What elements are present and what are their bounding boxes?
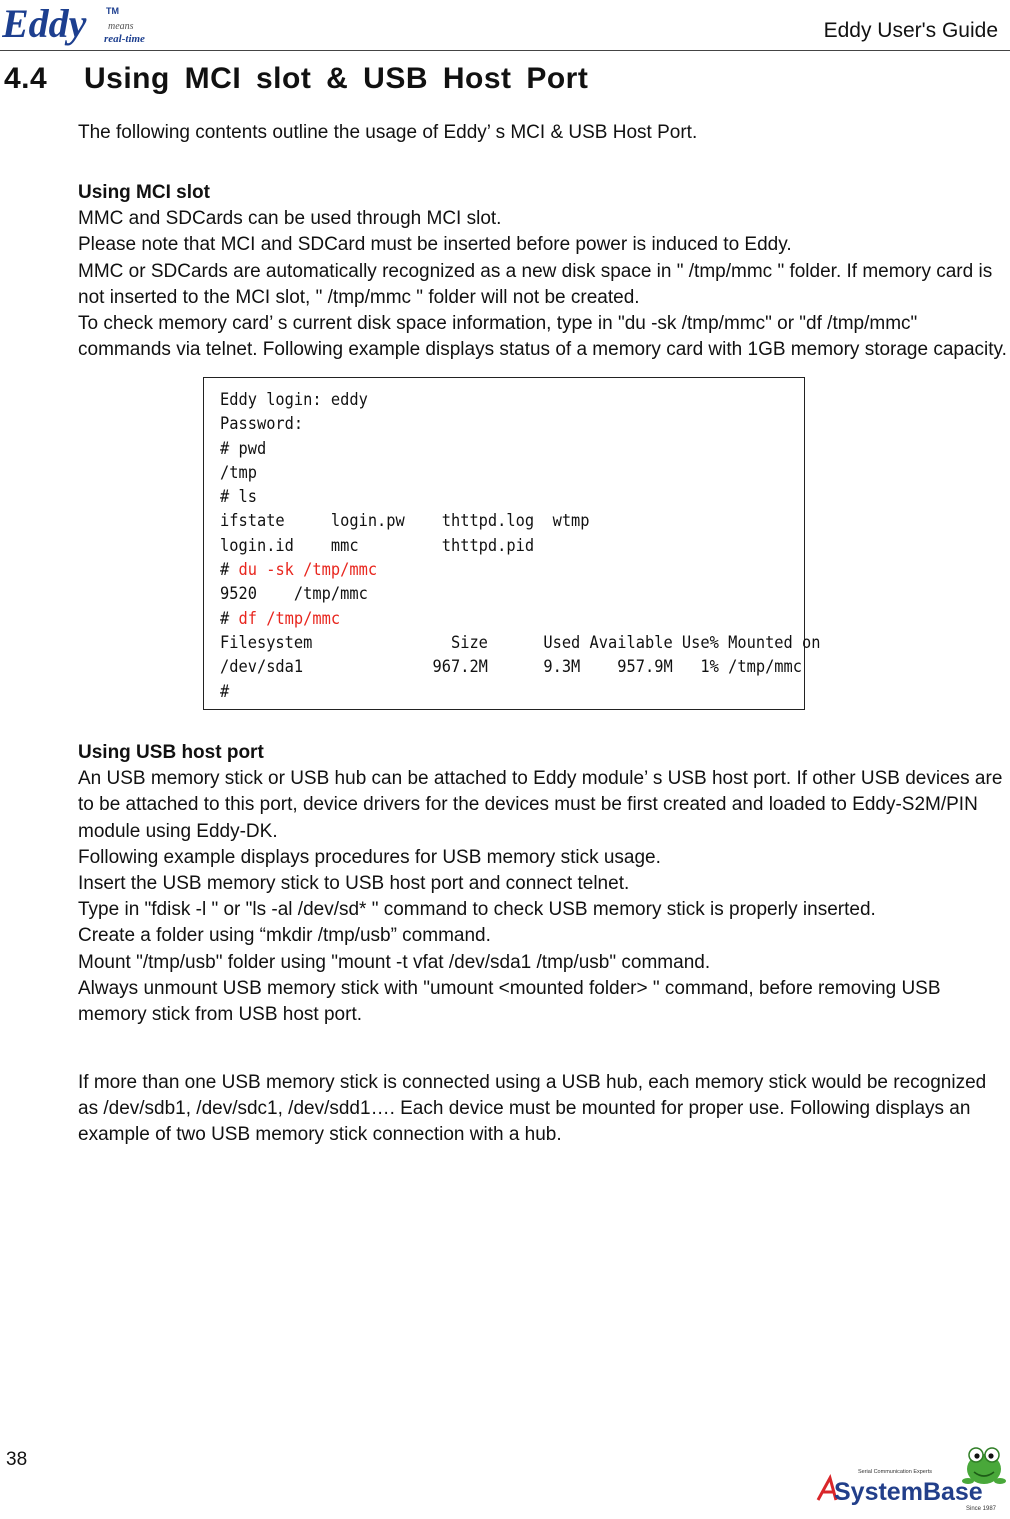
logo-wordmark: Eddy <box>2 2 87 46</box>
systembase-logo <box>816 1442 1010 1514</box>
usb-section <box>78 740 1010 1028</box>
mci-line: MMC and SDCards can be used through MCI slot. <box>78 208 502 230</box>
page-header <box>0 0 1010 52</box>
section-number: 4.4 <box>4 62 48 95</box>
logo-tagline-means: means <box>108 21 134 32</box>
systembase-wordmark: SystemBase <box>834 1478 983 1506</box>
header-divider <box>0 50 1010 51</box>
systembase-since: Since 1987 <box>966 1506 997 1512</box>
terminal-ls-row: ifstate login.pw thttpd.log wtmp <box>220 511 590 531</box>
terminal-prompt: # <box>220 560 239 580</box>
usb-hub-paragraph <box>78 1070 1010 1149</box>
systembase-tagline: Serial Communication Experts <box>858 1469 932 1475</box>
mci-line: Please note that MCI and SDCard must be inserted before power is induced to Eddy. <box>78 234 792 256</box>
usb-line: Create a folder using “mkdir /tmp/usb” command. <box>78 925 491 947</box>
page-number: 38 <box>6 1449 28 1470</box>
mci-heading: Using MCI slot <box>78 182 210 203</box>
terminal-cmd-ls: ls <box>238 487 257 507</box>
terminal-example <box>203 377 821 710</box>
terminal-prompt: # <box>220 608 239 628</box>
terminal-out-du: 9520 /tmp/mmc <box>220 584 368 604</box>
eddy-logo <box>2 2 162 48</box>
usb-line: Type in "fdisk -l " or "ls -al /dev/sd* " command to check USB memory stick is properly inserted. <box>78 899 876 921</box>
section-heading <box>4 62 588 96</box>
terminal-password: Password: <box>220 414 304 434</box>
mci-line: MMC or SDCards are automatically recognized as a new disk space in " /tmp/mmc " folder. If memory card is not inserted to the MCI slot, " /tmp/mmc " folder will not be created. <box>78 260 993 308</box>
guide-title: Eddy User's Guide <box>823 19 998 42</box>
usb-hub-text: If more than one USB memory stick is connected using a USB hub, each memory stick would be recognized as /dev/sdb1, /dev/sdc1, /dev/sdd1…. Each device must be mounted for proper use. Following displays an example of two USB memory stick connection with a hub. <box>78 1072 987 1146</box>
terminal-prompt: # <box>220 438 239 458</box>
mci-line: To check memory card’ s current disk space information, type in "du -sk /tmp/mmc" or "df /tmp/mmc" commands via telnet. Following example displays status of a memory card with 1GB memory storage capacity. <box>78 313 1007 361</box>
usb-line: Mount "/tmp/usb" folder using "mount -t vfat /dev/sda1 /tmp/usb" command. <box>78 951 711 973</box>
terminal-login: Eddy login: eddy <box>220 390 368 409</box>
terminal-prompt: # <box>220 487 239 507</box>
logo-trademark: TM <box>106 6 119 16</box>
terminal-ls-row: login.id mmc thttpd.pid <box>220 535 535 555</box>
intro-text: The following contents outline the usage of Eddy’ s MCI & USB Host Port. <box>78 122 698 143</box>
terminal-df-row: /dev/sda1 967.2M 9.3M 957.9M 1% /tmp/mmc <box>220 657 803 677</box>
terminal-df-header: Filesystem Size Used Available Use% Mounted on <box>220 632 821 652</box>
section-title: Using MCI slot & USB Host Port <box>84 62 589 95</box>
usb-line: Insert the USB memory stick to USB host port and connect telnet. <box>78 873 630 895</box>
usb-heading: Using USB host port <box>78 742 264 763</box>
terminal-cmd-df: df /tmp/mmc <box>238 608 341 628</box>
usb-line: Always unmount USB memory stick with "umount <mounted folder> " command, before removing USB memory stick from USB host port. <box>78 977 941 1026</box>
terminal-output <box>220 388 821 704</box>
terminal-cmd-pwd: pwd <box>238 438 267 458</box>
intro-paragraph <box>78 120 1010 146</box>
terminal-final-prompt: # <box>220 681 230 701</box>
usb-line: An USB memory stick or USB hub can be attached to Eddy module’ s USB host port. If other USB devices are to be attached to this port, device drivers for the devices must be first created and loaded to Eddy-S2M/PIN module using Eddy-DK. <box>78 768 1003 842</box>
usb-line: Following example displays procedures for USB memory stick usage. <box>78 846 661 868</box>
terminal-out-pwd: /tmp <box>220 462 257 482</box>
logo-tagline-realtime: real-time <box>104 33 145 45</box>
terminal-cmd-du: du -sk /tmp/mmc <box>238 560 378 580</box>
mci-section <box>78 180 1010 363</box>
